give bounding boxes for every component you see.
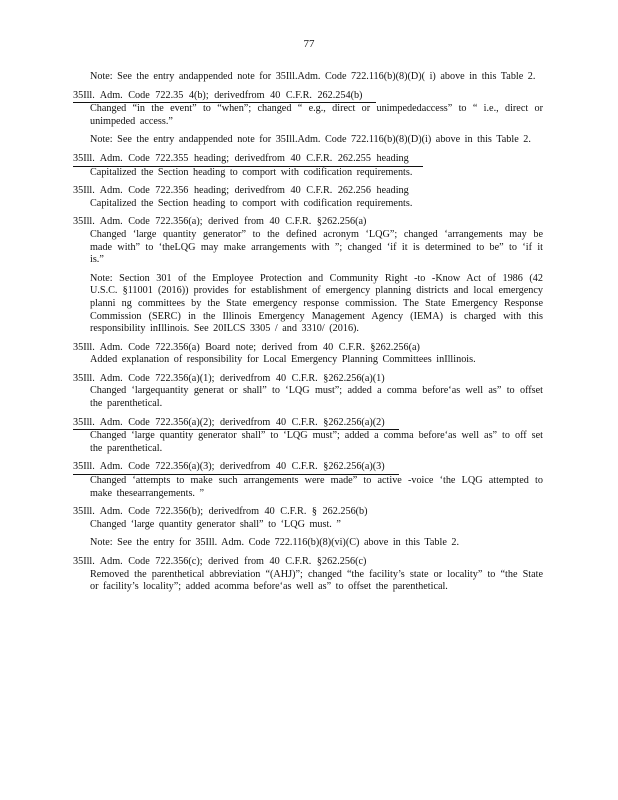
table-entry — [73, 342, 543, 367]
entry-description: Changed ‘large quantity generator shall” to ‘LQG must”; added a comma before‘as well as” to off set the parenthetical. — [90, 430, 543, 454]
entry-citation: 35Ill. Adm. Code 722.356(a)(3); derivedfrom 40 C.F.R. §262.256(a)(3) — [73, 461, 399, 475]
table-entry — [73, 373, 543, 411]
entry-description: Capitalized the Section heading to comport with codification requirements. — [90, 166, 413, 178]
table-entry — [73, 216, 543, 335]
entry-citation: 35Ill. Adm. Code 722.35 4(b); derivedfrom 40 C.F.R. 262.254(b) — [73, 90, 376, 104]
entry-note: Note: See the entry for 35Ill. Adm. Code 722.116(b)(8)(vi)(C) above in this Table 2. — [90, 537, 460, 549]
entry-description: Changed ‘large quantity generator” to the defined acronym ‘LQG”; changed ‘arrangements may be made with” to ‘theLQG may make arrangements with ”; changed ‘if it is determined to be” to ‘if it is.” — [90, 228, 543, 266]
table-entry — [73, 556, 543, 594]
table-entry — [73, 461, 543, 500]
entry-citation: 35Ill. Adm. Code 722.356(a); derived from 40 C.F.R. §262.256(a) — [73, 216, 367, 228]
table-entry — [73, 417, 543, 456]
entry-description: Added explanation of responsibility for Local Emergency Planning Committees inIllinois. — [90, 354, 476, 366]
table-entry — [73, 153, 543, 179]
entry-note: Note: Section 301 of the Employee Protection and Community Right -to -Know Act of 1986 (42 U.S.C. §11001 (2016)) provides for establishment of emergency planning districts and local emergency planni ng committees by the State emergency response commission. The State Emergency Response Commission (SERC) in the Illinois Emergency Management Agency (IEMA) is charged with this responsibility inIllinois. See 20ILCS 3305 / and 3310/ (2016). — [90, 272, 543, 335]
entry-citation: 35Ill. Adm. Code 722.356(a) Board note; derived from 40 C.F.R. §262.256(a) — [73, 341, 420, 353]
entry-description: Changed ‘large quantity generator shall” to ‘LQG must. ” — [90, 518, 341, 530]
entry-citation: 35Ill. Adm. Code 722.356(a)(1); derivedfrom 40 C.F.R. §262.256(a)(1) — [73, 372, 385, 384]
entry-description: Changed ‘largequantity generat or shall” to ‘LQG must”; added a comma before‘as well as” to offset the parenthetical. — [90, 385, 543, 410]
page-number: 77 — [303, 38, 315, 50]
entry-citation: 35Ill. Adm. Code 722.356 heading; derivedfrom 40 C.F.R. 262.256 heading — [73, 185, 409, 197]
entry-note: Note: See the entry andappended note for 35Ill.Adm. Code 722.116(b)(8)(D)(i) above in this Table 2. — [90, 134, 531, 146]
table-entries — [73, 71, 543, 600]
table-entry — [73, 506, 543, 550]
table-entry — [73, 90, 543, 147]
entry-citation: 35Ill. Adm. Code 722.356(b); derivedfrom 40 C.F.R. § 262.256(b) — [73, 506, 368, 518]
entry-description: Changed “in the event” to “when”; changed “ e.g., direct or unimpededaccess” to “ i.e., direct or unimpeded access.” — [90, 103, 543, 127]
entry-description: Removed the parenthetical abbreviation “(AHJ)”; changed “the facility’s state or locality” to “the State or facility’s locality”; added acomma before‘as well as” to offset the parenthetical. — [90, 568, 543, 593]
entry-note: Note: See the entry andappended note for 35Ill.Adm. Code 722.116(b)(8)(D)( i) above in this Table 2. — [90, 71, 536, 82]
table-entry — [73, 71, 543, 84]
entry-citation: 35Ill. Adm. Code 722.356(a)(2); derivedfrom 40 C.F.R. §262.256(a)(2) — [73, 417, 399, 431]
table-entry — [73, 185, 543, 210]
entry-citation: 35Ill. Adm. Code 722.355 heading; derivedfrom 40 C.F.R. 262.255 heading — [73, 153, 423, 167]
entry-description: Capitalized the Section heading to comport with codification requirements. — [90, 197, 413, 209]
entry-description: Changed ‘attempts to make such arrangements were made” to active -voice ‘the LQG attempted to make thesearrangements. ” — [90, 475, 543, 499]
entry-citation: 35Ill. Adm. Code 722.356(c); derived from 40 C.F.R. §262.256(c) — [73, 556, 367, 567]
